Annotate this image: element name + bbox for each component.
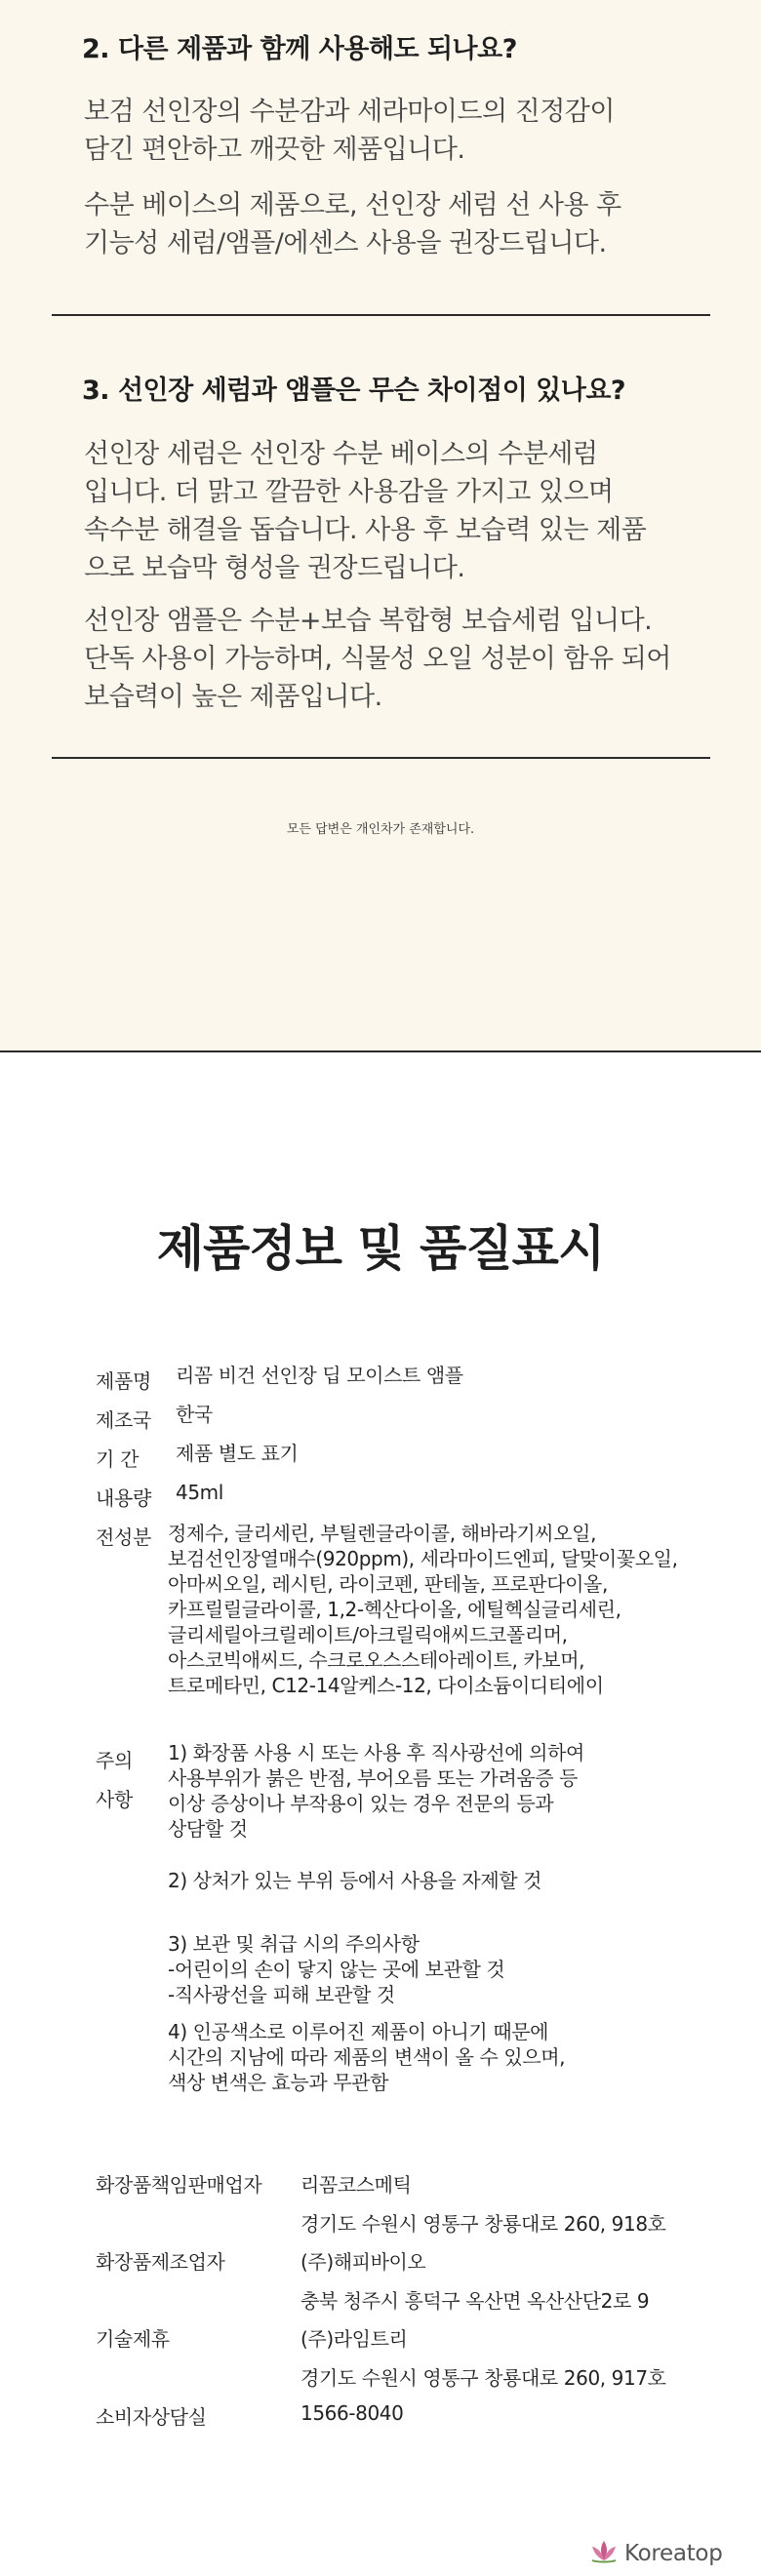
value-ingredients — [168, 1521, 678, 1698]
caution-line: 4) 인공색소로 이루어진 제품이 아니기 때문에 — [168, 2020, 549, 2043]
caution-item-4 — [168, 2019, 565, 2095]
label-country: 제조국 — [96, 1408, 152, 1432]
faq-answer-3-para-1 — [84, 435, 646, 587]
caution-line: 2) 상처가 있는 부위 등에서 사용을 자제할 것 — [168, 1869, 542, 1892]
ingredient-line: 트로메타민, C12-14알케스-12, 다이소듐이디티에이 — [168, 1674, 604, 1697]
answer-line: 속수분 해결을 돕습니다. 사용 후 보습력 있는 제품 — [84, 515, 647, 545]
answer-line: 보습력이 높은 제품입니다. — [84, 682, 382, 712]
caution-line: 상담할 것 — [168, 1817, 248, 1841]
label-seller: 화장품책임판매업자 — [96, 2173, 262, 2197]
caution-label-line: 사항 — [96, 1788, 134, 1811]
answer-line: 입니다. 더 맑고 깔끔한 사용감을 가지고 있으며 — [84, 477, 614, 507]
caution-line: 이상 증상이나 부작용이 있는 경우 전문의 등과 — [168, 1792, 554, 1815]
label-period: 기 간 — [96, 1447, 140, 1471]
caution-line: 색상 변색은 효능과 무관함 — [168, 2071, 388, 2094]
label-caution — [96, 1741, 133, 1819]
caution-line: 시간의 지남에 따라 제품의 변색이 올 수 있으며, — [168, 2045, 566, 2069]
divider — [52, 314, 710, 316]
section-divider — [0, 1050, 761, 1052]
value-product-name: 리꼼 비건 선인장 딥 모이스트 앰플 — [176, 1364, 463, 1387]
value-manufacturer-address: 충북 청주시 흥덕구 옥산면 옥산산단2로 9 — [300, 2289, 650, 2313]
caution-line: 3) 보관 및 취급 시의 주의사항 — [168, 1932, 420, 1956]
caution-item-3 — [168, 1931, 504, 2007]
ingredient-line: 보검선인장열매수(920ppm), 세라마이드엔피, 달맞이꽃오일, — [168, 1547, 678, 1570]
caution-line: -어린이의 손이 닿지 않는 곳에 보관할 것 — [168, 1958, 505, 1981]
caution-line: 사용부위가 붉은 반점, 부어오름 또는 가려움증 등 — [168, 1766, 579, 1790]
ingredient-line: 글리세릴아크릴레이트/아크릴릭애씨드코폴리머, — [168, 1623, 568, 1646]
value-period: 제품 별도 표기 — [176, 1442, 299, 1465]
label-manufacturer: 화장품제조업자 — [96, 2250, 225, 2274]
label-product-name: 제품명 — [96, 1369, 152, 1393]
faq-answer-2-para-2 — [84, 186, 621, 262]
ingredient-line: 아마씨오일, 레시틴, 라이코펜, 판테놀, 프로판다이올, — [168, 1572, 608, 1596]
value-volume: 45ml — [176, 1481, 223, 1504]
disclaimer-note: 모든 답변은 개인차가 존재합니다. — [286, 822, 475, 837]
caution-line: 1) 화장품 사용 시 또는 사용 후 직사광선에 의하여 — [168, 1741, 584, 1764]
answer-line: 수분 베이스의 제품으로, 선인장 세럼 선 사용 후 — [84, 190, 621, 220]
label-volume: 내용량 — [96, 1486, 152, 1510]
caution-line: -직사광선을 피해 보관할 것 — [168, 1983, 395, 2006]
caution-item-2 — [168, 1868, 541, 1893]
label-ingredients: 전성분 — [96, 1526, 152, 1549]
faq-question-2: 2. 다른 제품과 함께 사용해도 되나요? — [82, 34, 517, 64]
value-customer-service: 1566-8040 — [300, 2401, 404, 2425]
answer-line: 단독 사용이 가능하며, 식물성 오일 성분이 함유 되어 — [84, 644, 671, 674]
value-manufacturer: (주)해피바이오 — [300, 2250, 426, 2274]
value-country: 한국 — [176, 1403, 213, 1426]
ingredient-line: 아스코빅애씨드, 수크로오스스테아레이트, 카보머, — [168, 1648, 585, 1672]
answer-line: 담긴 편안하고 깨끗한 제품입니다. — [84, 135, 465, 165]
value-tech-partner-address: 경기도 수원시 영통구 창룡대로 260, 917호 — [300, 2366, 666, 2390]
faq-question-3: 3. 선인장 세럼과 앰플은 무슨 차이점이 있나요? — [82, 376, 626, 406]
answer-line: 으로 보습막 형성을 권장드립니다. — [84, 553, 465, 583]
caution-item-1 — [168, 1740, 584, 1842]
logo-text: Koreatop — [624, 2541, 723, 2566]
ingredient-line: 정제수, 글리세린, 부틸렌글라이콜, 해바라기씨오일, — [168, 1522, 597, 1545]
answer-line: 선인장 앰플은 수분+보습 복합형 보습세럼 입니다. — [84, 606, 653, 636]
value-seller: 리꼼코스메틱 — [300, 2173, 412, 2197]
caution-label-line: 주의 — [96, 1749, 134, 1772]
page-title: 제품정보 및 품질표시 — [156, 1220, 605, 1277]
answer-line: 보검 선인장의 수분감과 세라마이드의 진정감이 — [84, 97, 615, 127]
divider — [52, 757, 710, 759]
ingredient-line: 카프릴릴글라이콜, 1,2-헥산다이올, 에틸헥실글리세린, — [168, 1598, 621, 1621]
value-tech-partner: (주)라임트리 — [300, 2327, 408, 2351]
value-seller-address: 경기도 수원시 영통구 창룡대로 260, 918호 — [300, 2212, 666, 2236]
answer-line: 선인장 세럼은 선인장 수분 베이스의 수분세럼 — [84, 439, 598, 469]
lotus-icon — [589, 2539, 619, 2568]
koreatop-logo — [589, 2539, 723, 2568]
answer-line: 기능성 세럼/앰플/에센스 사용을 권장드립니다. — [84, 228, 607, 258]
faq-answer-2-para-1 — [84, 93, 615, 169]
label-customer-service: 소비자상담실 — [96, 2405, 207, 2429]
faq-answer-3-para-2 — [84, 602, 671, 716]
label-tech-partner: 기술제휴 — [96, 2327, 170, 2351]
